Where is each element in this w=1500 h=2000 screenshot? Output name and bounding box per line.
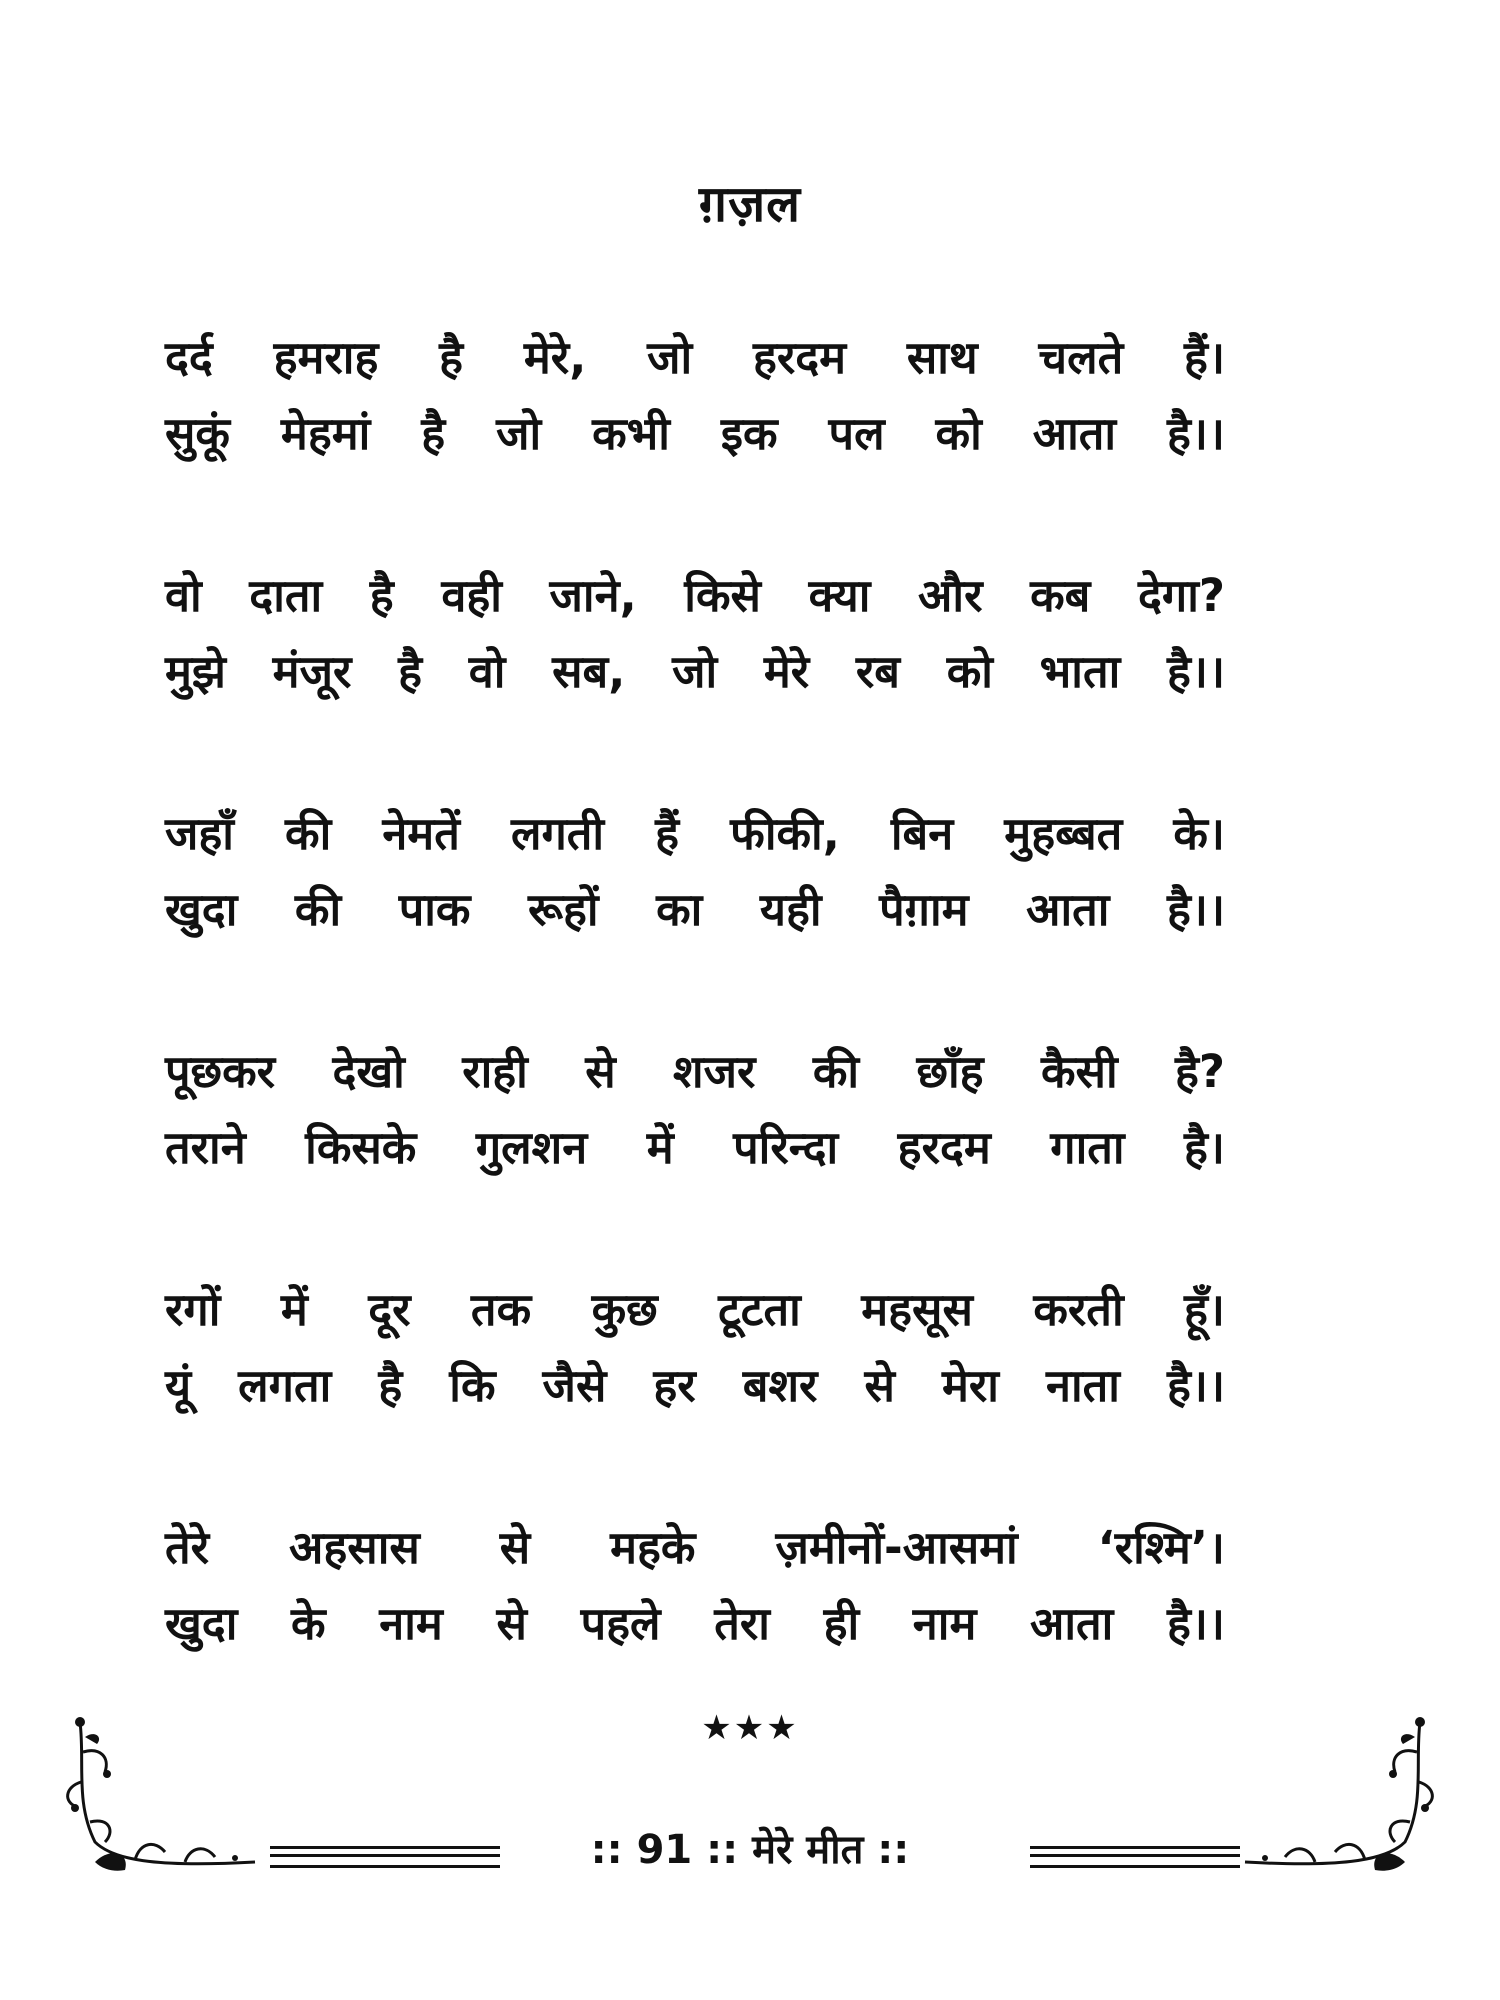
verse-line: तेरे अहसास से महके ज़मीनों-आसमां ‘रश्मि’। — [165, 1521, 1225, 1574]
stanza-5 — [165, 1272, 1225, 1424]
verse-line: खुदा के नाम से पहले तेरा ही नाम आता है।। — [165, 1597, 1225, 1650]
verse-line: पूछकर देखो राही से शजर की छाँह कैसी है? — [165, 1045, 1225, 1098]
footer-rule-left — [270, 1846, 500, 1868]
verse-line: वो दाता है वही जाने, किसे क्या और कब देगा? — [165, 569, 1225, 622]
verse-line: सुकूं मेहमां है जो कभी इक पल को आता है।। — [165, 407, 1225, 460]
verse-line: मुझे मंजूर है वो सब, जो मेरे रब को भाता है।। — [165, 645, 1225, 698]
footer-page-number-book-title: :: 91 :: मेरे मीत :: — [590, 1827, 910, 1873]
page-title: ग़ज़ल — [698, 175, 802, 233]
stanza-2 — [165, 558, 1225, 710]
page-footer — [0, 1812, 1500, 1892]
verse-line: रगों में दूर तक कुछ टूटता महसूस करती हूँ। — [165, 1283, 1225, 1336]
verse-line: यूं लगता है कि जैसे हर बशर से मेरा नाता है।। — [165, 1359, 1225, 1412]
verse-line: खुदा की पाक रूहों का यही पैग़ाम आता है।। — [165, 883, 1225, 936]
stanza-separator-stars: ★★★ — [701, 1708, 799, 1748]
stanza-4 — [165, 1034, 1225, 1186]
verse-line: तराने किसके गुलशन में परिन्दा हरदम गाता है। — [165, 1121, 1225, 1174]
footer-rule-right — [1030, 1846, 1240, 1868]
verse-line: दर्द हमराह है मेरे, जो हरदम साथ चलते हैं। — [165, 331, 1225, 384]
verse-line: जहाँ की नेमतें लगती हैं फीकी, बिन मुहब्बत के। — [165, 807, 1225, 860]
stanza-6 — [165, 1510, 1225, 1662]
stanza-1 — [165, 320, 1225, 472]
ghazal-poem — [165, 320, 1225, 1748]
stanza-3 — [165, 796, 1225, 948]
